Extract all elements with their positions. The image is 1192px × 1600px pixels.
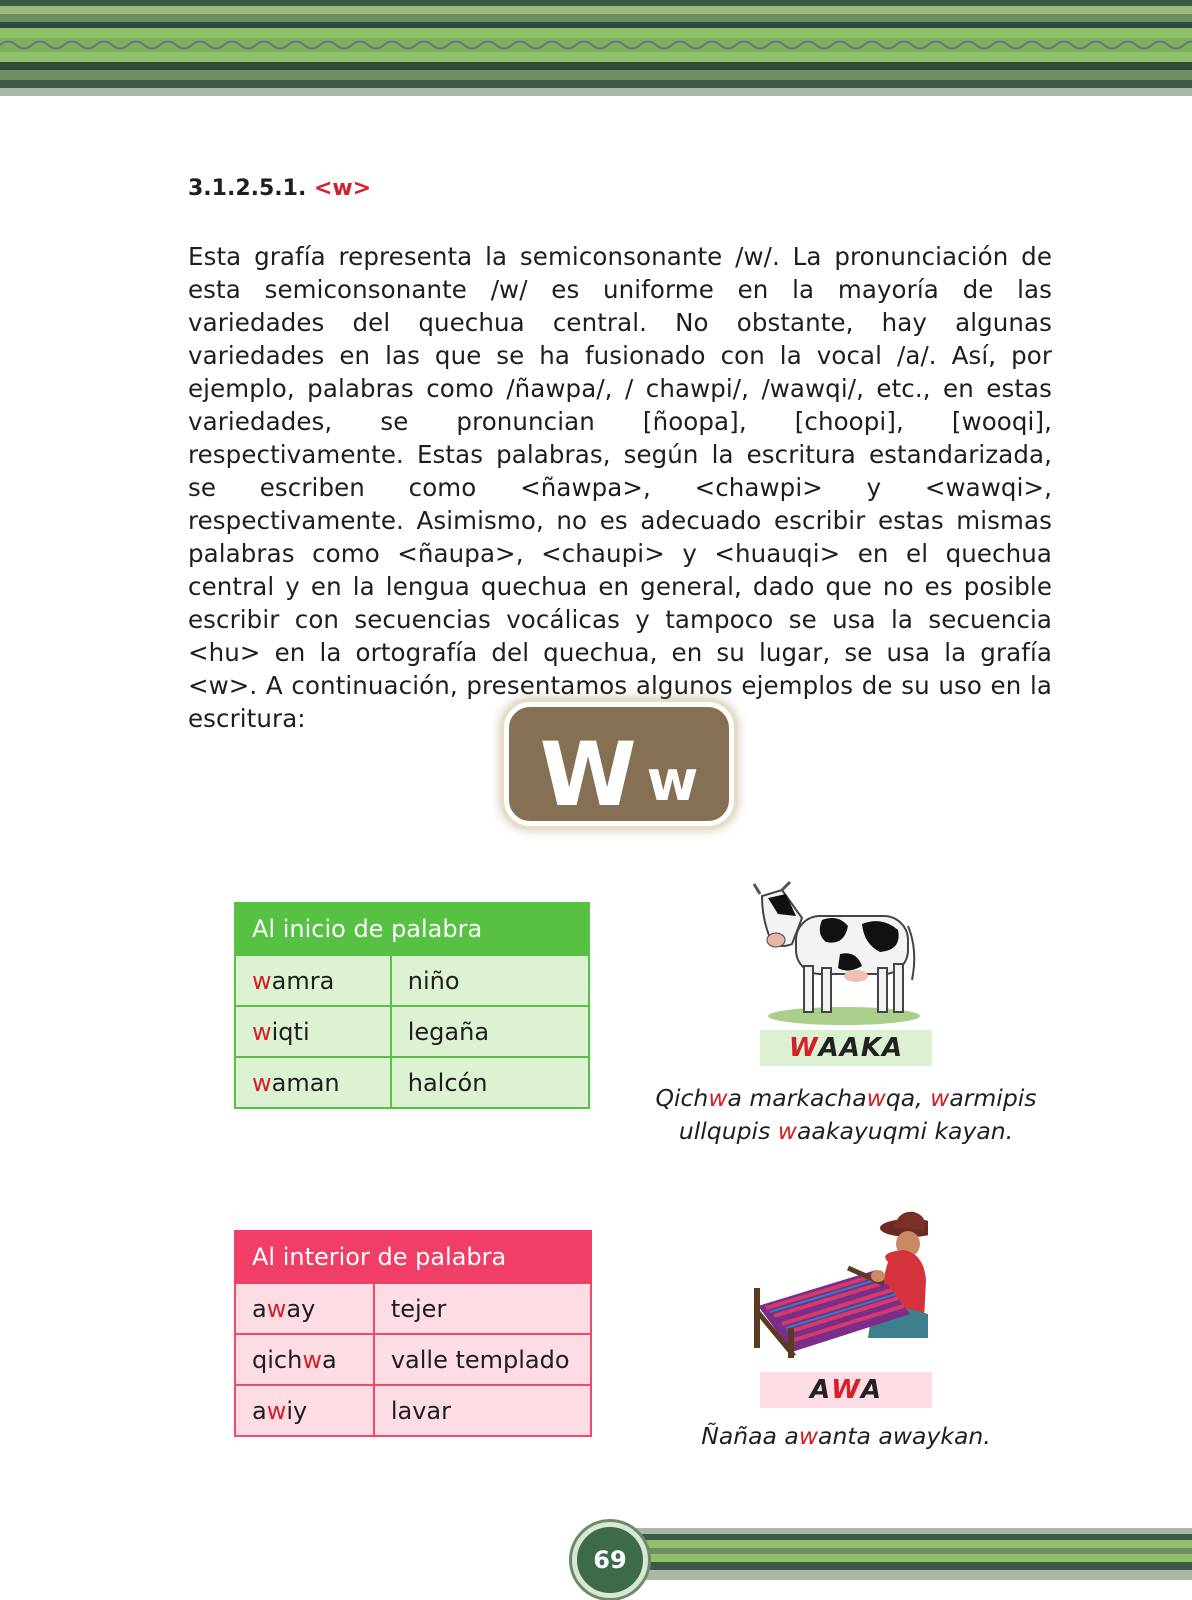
spanish-meaning: legaña (391, 1006, 589, 1057)
section-number: 3.1.2.5.1. (188, 176, 307, 201)
word-label-waaka: W AAKA (760, 1030, 932, 1066)
table-row (235, 955, 589, 1006)
table-word-interior (234, 1230, 592, 1437)
page-number: 69 (572, 1522, 648, 1598)
quechua-word: awiy (235, 1385, 374, 1436)
body-paragraph: Esta grafía representa la semiconsonante /w/. La pronunciación de esta semiconsonante /w/ es uniforme en la mayoría de las variedades del quechua central. No obstante, hay algunas variedades en las que se ha fusionado con la vocal /a/. Así, por ejemplo, palabras como /ñawpa/, / chawpi/, /wawqi/, etc., en estas variedades, se pronuncian [ñoopa], [choopi], [wooqi], respectivamente. Estas palabras, según la escritura estandarizada, se escriben como <ñawpa>, <chawpi> y <wawqi>, respectivamente. Asimismo, no es adecuado escribir estas mismas palabras como <ñaupa>, <chaupi> y <huauqi> en el quechua central y en la lengua quechua en general, dado que no es posible escribir con secuencias vocálicas y tampoco se usa la secuencia <hu> en la ortografía del quechua, en su lugar, se usa la grafía <w>. A continuación, presentamos algunos ejemplos de su uso en la escritura: (188, 242, 1052, 733)
quechua-word: away (235, 1283, 374, 1334)
woven-pattern-icon (0, 38, 1192, 52)
top-decorative-band (0, 0, 1192, 96)
spanish-meaning: valle templado (374, 1334, 591, 1385)
footer-decorative-band (618, 1528, 1192, 1580)
badge-lowercase: w (646, 749, 699, 814)
quechua-word: waman (235, 1057, 391, 1108)
quechua-word: wamra (235, 955, 391, 1006)
weaver-icon (748, 1210, 928, 1360)
table-header: Al inicio de palabra (235, 903, 589, 955)
table-row (235, 1334, 591, 1385)
table-word-initial (234, 902, 590, 1109)
table-row (235, 1057, 589, 1108)
spanish-meaning: halcón (391, 1057, 589, 1108)
example-sentence-cow: Qichwa markachawqa, warmipis ullqupis waakayuqmi kayan. (655, 1084, 1037, 1145)
quechua-word: wiqti (235, 1006, 391, 1057)
spanish-meaning: lavar (374, 1385, 591, 1436)
table-header: Al interior de palabra (235, 1231, 591, 1283)
table-row (235, 1283, 591, 1334)
quechua-word: qichwa (235, 1334, 374, 1385)
letter-badge (504, 702, 734, 826)
table-row (235, 1006, 589, 1057)
table-row (235, 1385, 591, 1436)
spanish-meaning: niño (391, 955, 589, 1006)
spanish-meaning: tejer (374, 1283, 591, 1334)
section-grapheme: <w> (314, 176, 372, 201)
cow-icon (752, 880, 922, 1026)
word-label-awa: A W A (760, 1372, 932, 1408)
section-heading (188, 176, 371, 201)
example-sentence-weaver: Ñañaa awanta awaykan. (701, 1422, 991, 1450)
badge-uppercase: W (539, 723, 637, 826)
